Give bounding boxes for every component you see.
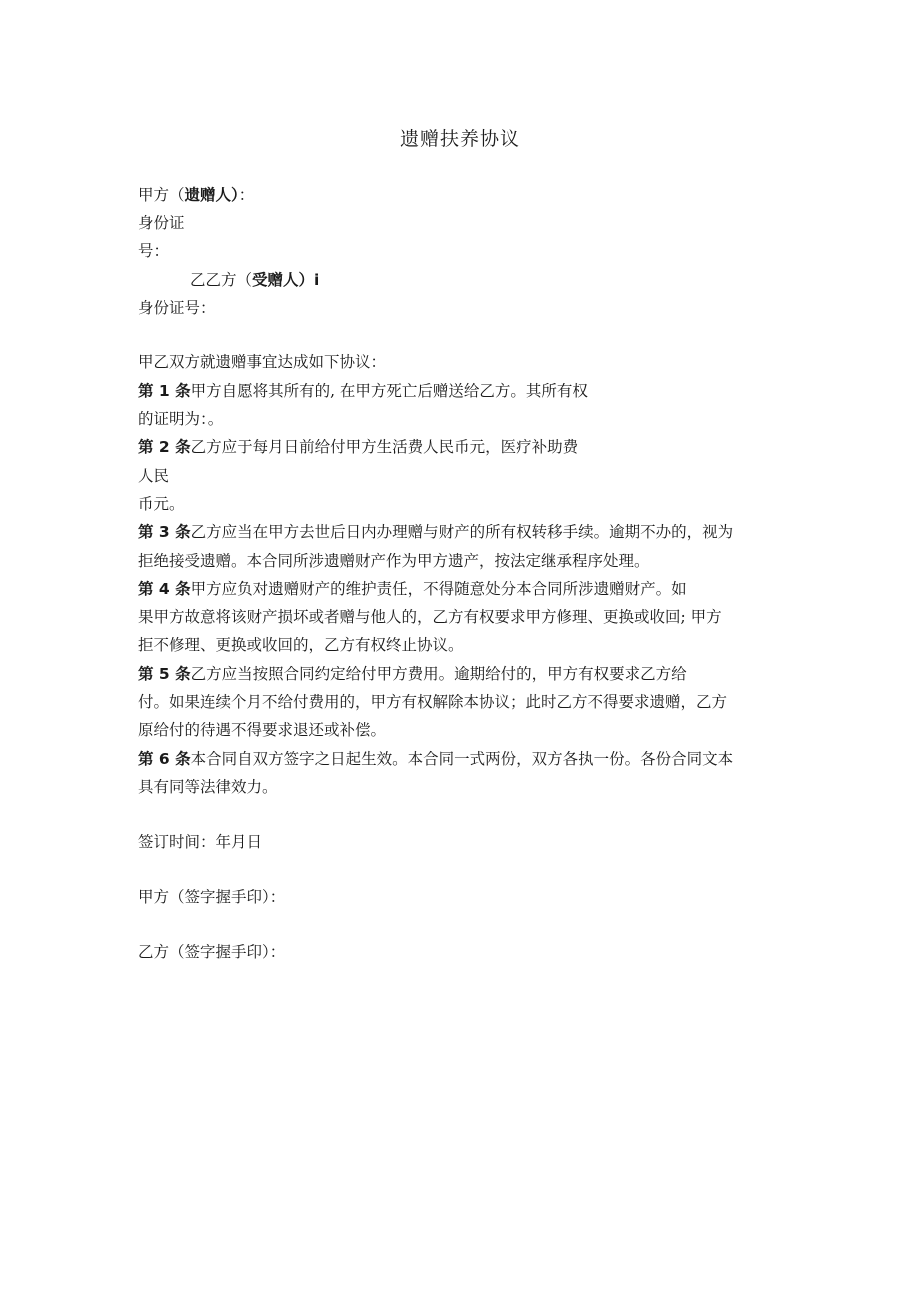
- article-6-number: 第 6 条: [138, 750, 191, 768]
- article-1-line-1: [138, 381, 588, 401]
- agreement-intro: 甲乙双方就遗赠事宜达成如下协议：: [138, 353, 387, 371]
- article-5-text: 乙方应当按照合同约定给付甲方费用。逾期给付的，甲方有权要求乙方给: [190, 665, 687, 683]
- party-a-label: 甲方（: [138, 186, 185, 204]
- article-2-number: 第 2 条: [138, 438, 191, 456]
- party-b-signature: 乙方（签字握手印）：: [138, 943, 286, 961]
- article-2-line-3: 币元。: [138, 495, 185, 513]
- party-a-id-label-1: 身份证: [138, 214, 185, 232]
- article-3-line-2: 拒绝接受遗赠。本合同所涉遗赠财产作为甲方遗产，按法定继承程序处理。: [138, 552, 650, 570]
- party-a-id-label-2: 号：: [138, 242, 170, 260]
- article-4-number: 第 4 条: [138, 580, 191, 598]
- article-4-line-3: 拒不修理、更换或收回的，乙方有权终止协议。: [138, 636, 464, 654]
- article-1-number: 第 1 条: [138, 382, 191, 400]
- article-5-line-1: [138, 664, 687, 684]
- article-4-line-2: 果甲方故意将该财产损坏或者赠与他人的，乙方有权要求甲方修理、更换或收回; 甲方: [138, 608, 722, 626]
- article-5-number: 第 5 条: [138, 665, 191, 683]
- party-a-signature: 甲方（签字握手印）：: [138, 888, 286, 906]
- article-2-line-1: [138, 437, 578, 457]
- document-title: 遗赠扶养协议: [399, 128, 520, 150]
- article-5-line-3: 原给付的待遇不得要求退还或补偿。: [138, 721, 387, 739]
- article-1-text: 甲方自愿将其所有的, 在甲方死亡后赠送给乙方。其所有权: [190, 382, 588, 400]
- article-2-line-2: 人民: [138, 467, 170, 485]
- party-a-line: [138, 185, 254, 205]
- party-b-line: [190, 270, 319, 290]
- party-b-label: 乙乙方（: [190, 271, 253, 289]
- article-3-text: 乙方应当在甲方去世后日内办理赠与财产的所有权转移手续。逾期不办的，视为: [190, 523, 734, 541]
- article-5-line-2: 付。如果连续个月不给付费用的，甲方有权解除本协议；此时乙方不得要求遗赠，乙方: [138, 693, 728, 711]
- article-6-line-1: [138, 749, 733, 769]
- article-3-line-1: [138, 522, 733, 542]
- party-a-colon: ：: [238, 186, 255, 204]
- article-3-number: 第 3 条: [138, 523, 191, 541]
- article-4-line-1: [138, 579, 687, 599]
- article-4-text: 甲方应负对遗赠财产的维护责任，不得随意处分本合同所涉遗赠财产。如: [190, 580, 687, 598]
- party-b-role: 受赠人）i: [252, 271, 320, 289]
- article-6-text: 本合同自双方签字之日起生效。本合同一式两份，双方各执一份。各份合同文本: [190, 750, 734, 768]
- article-1-line-2: 的证明为：。: [138, 410, 224, 428]
- article-6-line-2: 具有同等法律效力。: [138, 778, 278, 796]
- article-2-text: 乙方应于每月日前给付甲方生活费人民币元，医疗补助费: [190, 438, 579, 456]
- party-a-role: 遗赠人）: [184, 186, 239, 204]
- party-b-id-label: 身份证号：: [138, 299, 216, 317]
- signing-date: 签订时间：年月日: [138, 833, 263, 851]
